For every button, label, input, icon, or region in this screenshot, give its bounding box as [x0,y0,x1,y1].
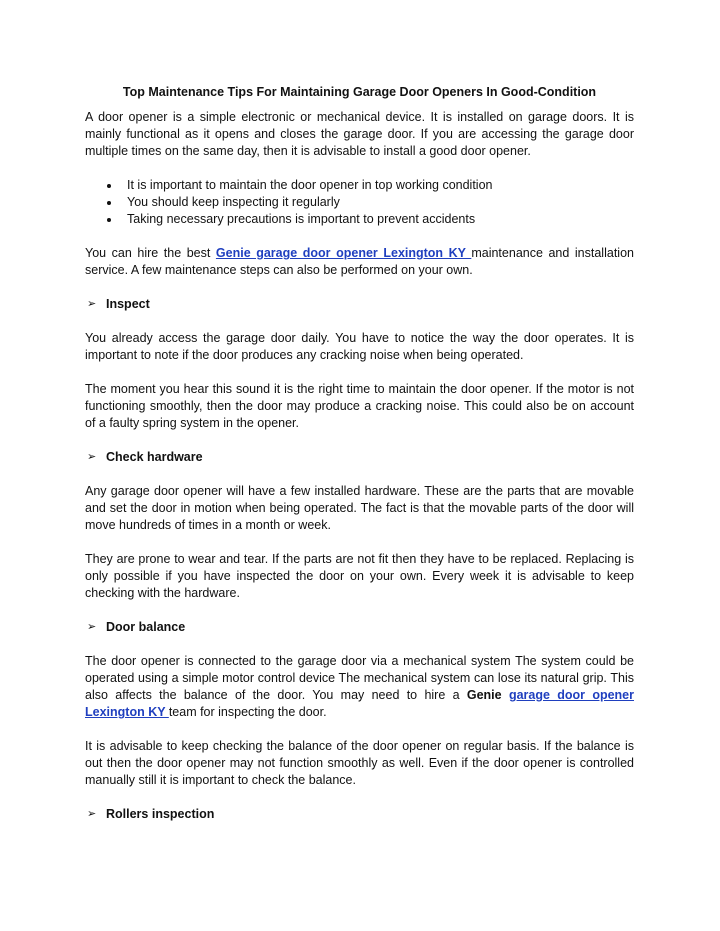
balance-paragraph-1: The door opener is connected to the garage door via a mechanical system The system could be operated using a simple motor control device The mechanical system can lose its natural grip. This also affects the balance of the door. You may need to hire a Genie garage door opener Lexington KY team for inspecting the door. [85,654,634,719]
arrow-bullet-icon: ➢ [87,298,97,310]
inspect-paragraph-2: The moment you hear this sound it is the right time to maintain the door opener. If the motor is not functioning smoothly, then the door may produce a cracking noise. This could also be on account of a faulty spring system in the opener. [85,382,634,430]
hardware-paragraph-1: Any garage door opener will have a few installed hardware. These are the parts that are movable and set the door in motion when being operated. The fact is that the movable parts of the door will move hundreds of times in a month or week. [85,484,634,532]
hardware-paragraph-2: They are prone to wear and tear. If the parts are not fit then they have to be replaced. Replacing is only possible if you have inspected the door on your own. Every week it is advisable to keep checking with the hardware. [85,552,634,600]
inspect-paragraph-1: You already access the garage door daily. You have to notice the way the door operates. It is important to note if the door produces any cracking noise when being operated. [85,331,634,362]
hire-paragraph: You can hire the best Genie garage door opener Lexington KY maintenance and installation service. A few maintenance steps can also be performed on your own. [85,246,634,277]
arrow-bullet-icon: ➢ [87,808,97,820]
bullet-item: You should keep inspecting it regularly [85,194,634,211]
section-heading-inspect: ➢ Inspect [87,297,150,311]
balance-paragraph-2: It is advisable to keep checking the balance of the door opener on regular basis. If the balance is out then the door opener may not function smoothly as well. Even if the door opener is controlled manually still it is important to check the balance. [85,739,634,787]
intro-paragraph: A door opener is a simple electronic or mechanical device. It is installed on garage doors. It is mainly functional as it opens and closes the garage door. If you are accessing the garage door multiple times on the same day, then it is advisable to install a good door opener. [85,110,634,158]
bullet-icon [107,184,111,188]
bullet-icon [107,218,111,222]
section-heading-rollers: ➢ Rollers inspection [87,807,215,821]
bullet-list [85,177,634,228]
section-heading-hardware: ➢ Check hardware [87,450,203,464]
section-heading-balance: ➢ Door balance [87,620,186,634]
bullet-item: It is important to maintain the door opener in top working condition [85,177,634,194]
genie-lexington-link[interactable]: Genie garage door opener Lexington KY [215,246,472,260]
bullet-item: Taking necessary precautions is important to prevent accidents [85,211,634,228]
garage-door-opener-link[interactable]: garage door opener Lexington KY [85,688,634,719]
document-title: Top Maintenance Tips For Maintaining Garage Door Openers In Good-Condition [122,85,597,99]
arrow-bullet-icon: ➢ [87,621,97,633]
arrow-bullet-icon: ➢ [87,451,97,463]
bullet-icon [107,201,111,205]
